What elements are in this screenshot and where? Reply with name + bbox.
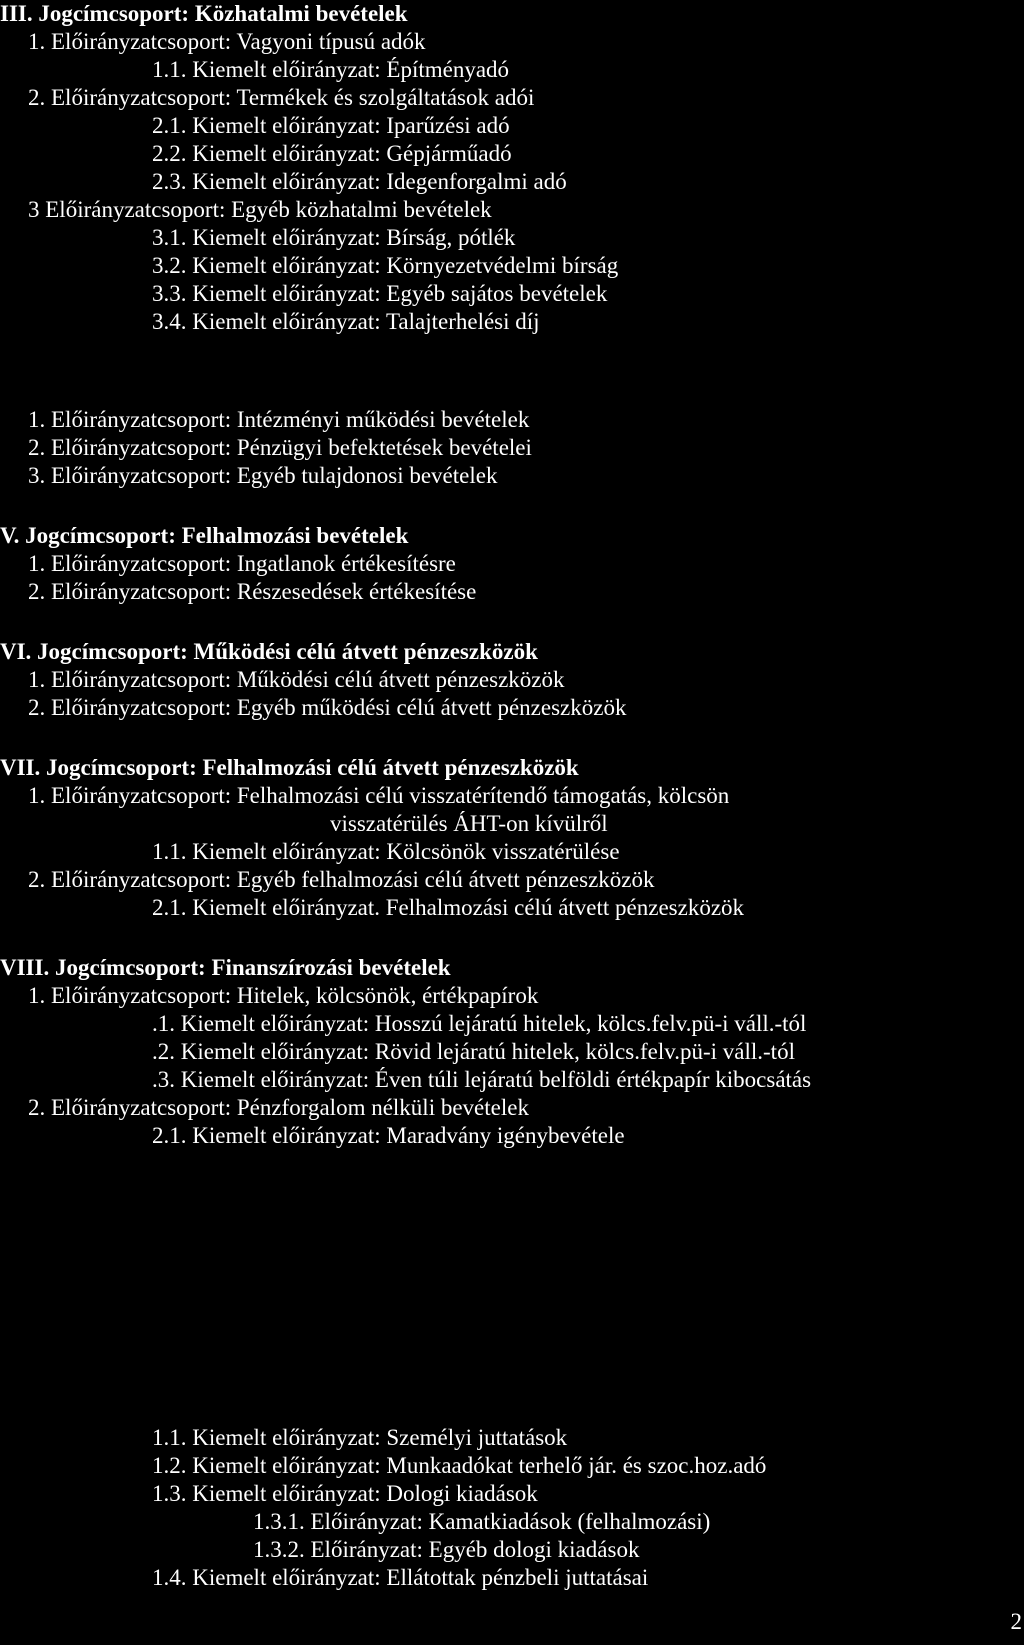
list-item: 1.3. Kiemelt előirányzat: Dologi kiadások — [152, 1481, 538, 1506]
list-item: 1. Előirányzatcsoport: Működési célú átvett pénzeszközök — [28, 667, 565, 692]
list-item: 1.1. Kiemelt előirányzat: Építményadó — [152, 57, 510, 82]
list-item: 2.3. Kiemelt előirányzat: Idegenforgalmi adó — [152, 169, 567, 194]
list-item: 3 Előirányzatcsoport: Egyéb közhatalmi bevételek — [28, 197, 492, 222]
section-vi-heading: VI. Jogcímcsoport: Működési célú átvett pénzeszközök — [0, 639, 538, 664]
list-item: 1. Előirányzatcsoport: Intézményi működési bevételek — [28, 407, 530, 432]
section-iii-heading: III. Jogcímcsoport: Közhatalmi bevételek — [0, 1, 408, 26]
list-item: 2. Előirányzatcsoport: Részesedések értékesítése — [28, 579, 477, 604]
list-item: 3.2. Kiemelt előirányzat: Környezetvédelmi bírság — [152, 253, 619, 278]
list-item: 3.1. Kiemelt előirányzat: Bírság, pótlék — [152, 225, 516, 250]
section-viii-heading: VIII. Jogcímcsoport: Finanszírozási bevételek — [0, 955, 451, 980]
list-item: 2.2. Kiemelt előirányzat: Gépjárműadó — [152, 141, 512, 166]
list-item: 1.1. Kiemelt előirányzat: Kölcsönök visszatérülése — [152, 839, 620, 864]
page-number: 2 — [1010, 1609, 1022, 1634]
list-item: 1. Előirányzatcsoport: Hitelek, kölcsönök, értékpapírok — [28, 983, 539, 1008]
list-item: 1.4. Kiemelt előirányzat: Ellátottak pénzbeli juttatásai — [152, 1565, 649, 1590]
list-item: .1. Kiemelt előirányzat: Hosszú lejáratú hitelek, kölcs.felv.pü-i váll.-tól — [152, 1011, 807, 1036]
list-item: 3. Előirányzatcsoport: Egyéb tulajdonosi bevételek — [28, 463, 498, 488]
list-item: 1. Előirányzatcsoport: Ingatlanok értékesítésre — [28, 551, 456, 576]
section-v-heading: V. Jogcímcsoport: Felhalmozási bevételek — [0, 523, 409, 548]
list-item: 2.1. Kiemelt előirányzat: Iparűzési adó — [152, 113, 510, 138]
list-item: 1.2. Kiemelt előirányzat: Munkaadókat terhelő jár. és szoc.hoz.adó — [152, 1453, 767, 1478]
list-item: 2. Előirányzatcsoport: Termékek és szolgáltatások adói — [28, 85, 535, 110]
section-vii-heading: VII. Jogcímcsoport: Felhalmozási célú átvett pénzeszközök — [0, 755, 579, 780]
list-item: 2.1. Kiemelt előirányzat. Felhalmozási célú átvett pénzeszközök — [152, 895, 745, 920]
list-item: 1.3.1. Előirányzat: Kamatkiadások (felhalmozási) — [253, 1509, 711, 1534]
list-item: 1.3.2. Előirányzat: Egyéb dologi kiadások — [253, 1537, 640, 1562]
list-item: 2. Előirányzatcsoport: Egyéb felhalmozási célú átvett pénzeszközök — [28, 867, 655, 892]
list-item: 1. Előirányzatcsoport: Felhalmozási célú visszatérítendő támogatás, kölcsön — [28, 783, 730, 808]
list-item: 3.3. Kiemelt előirányzat: Egyéb sajátos bevételek — [152, 281, 608, 306]
list-item: .3. Kiemelt előirányzat: Éven túli lejáratú belföldi értékpapír kibocsátás — [152, 1067, 812, 1092]
list-item: 1. Előirányzatcsoport: Vagyoni típusú adók — [28, 29, 426, 54]
list-item: 2.1. Kiemelt előirányzat: Maradvány igénybevétele — [152, 1123, 625, 1148]
list-item: .2. Kiemelt előirányzat: Rövid lejáratú hitelek, kölcs.felv.pü-i váll.-tól — [152, 1039, 795, 1064]
list-item: 2. Előirányzatcsoport: Pénzforgalom nélküli bevételek — [28, 1095, 529, 1120]
list-item: 3.4. Kiemelt előirányzat: Talajterhelési díj — [152, 309, 540, 334]
list-item-continuation: visszatérülés ÁHT-on kívülről — [330, 811, 608, 836]
list-item: 1.1. Kiemelt előirányzat: Személyi juttatások — [152, 1425, 568, 1450]
list-item: 2. Előirányzatcsoport: Egyéb működési célú átvett pénzeszközök — [28, 695, 627, 720]
list-item: 2. Előirányzatcsoport: Pénzügyi befektetések bevételei — [28, 435, 532, 460]
